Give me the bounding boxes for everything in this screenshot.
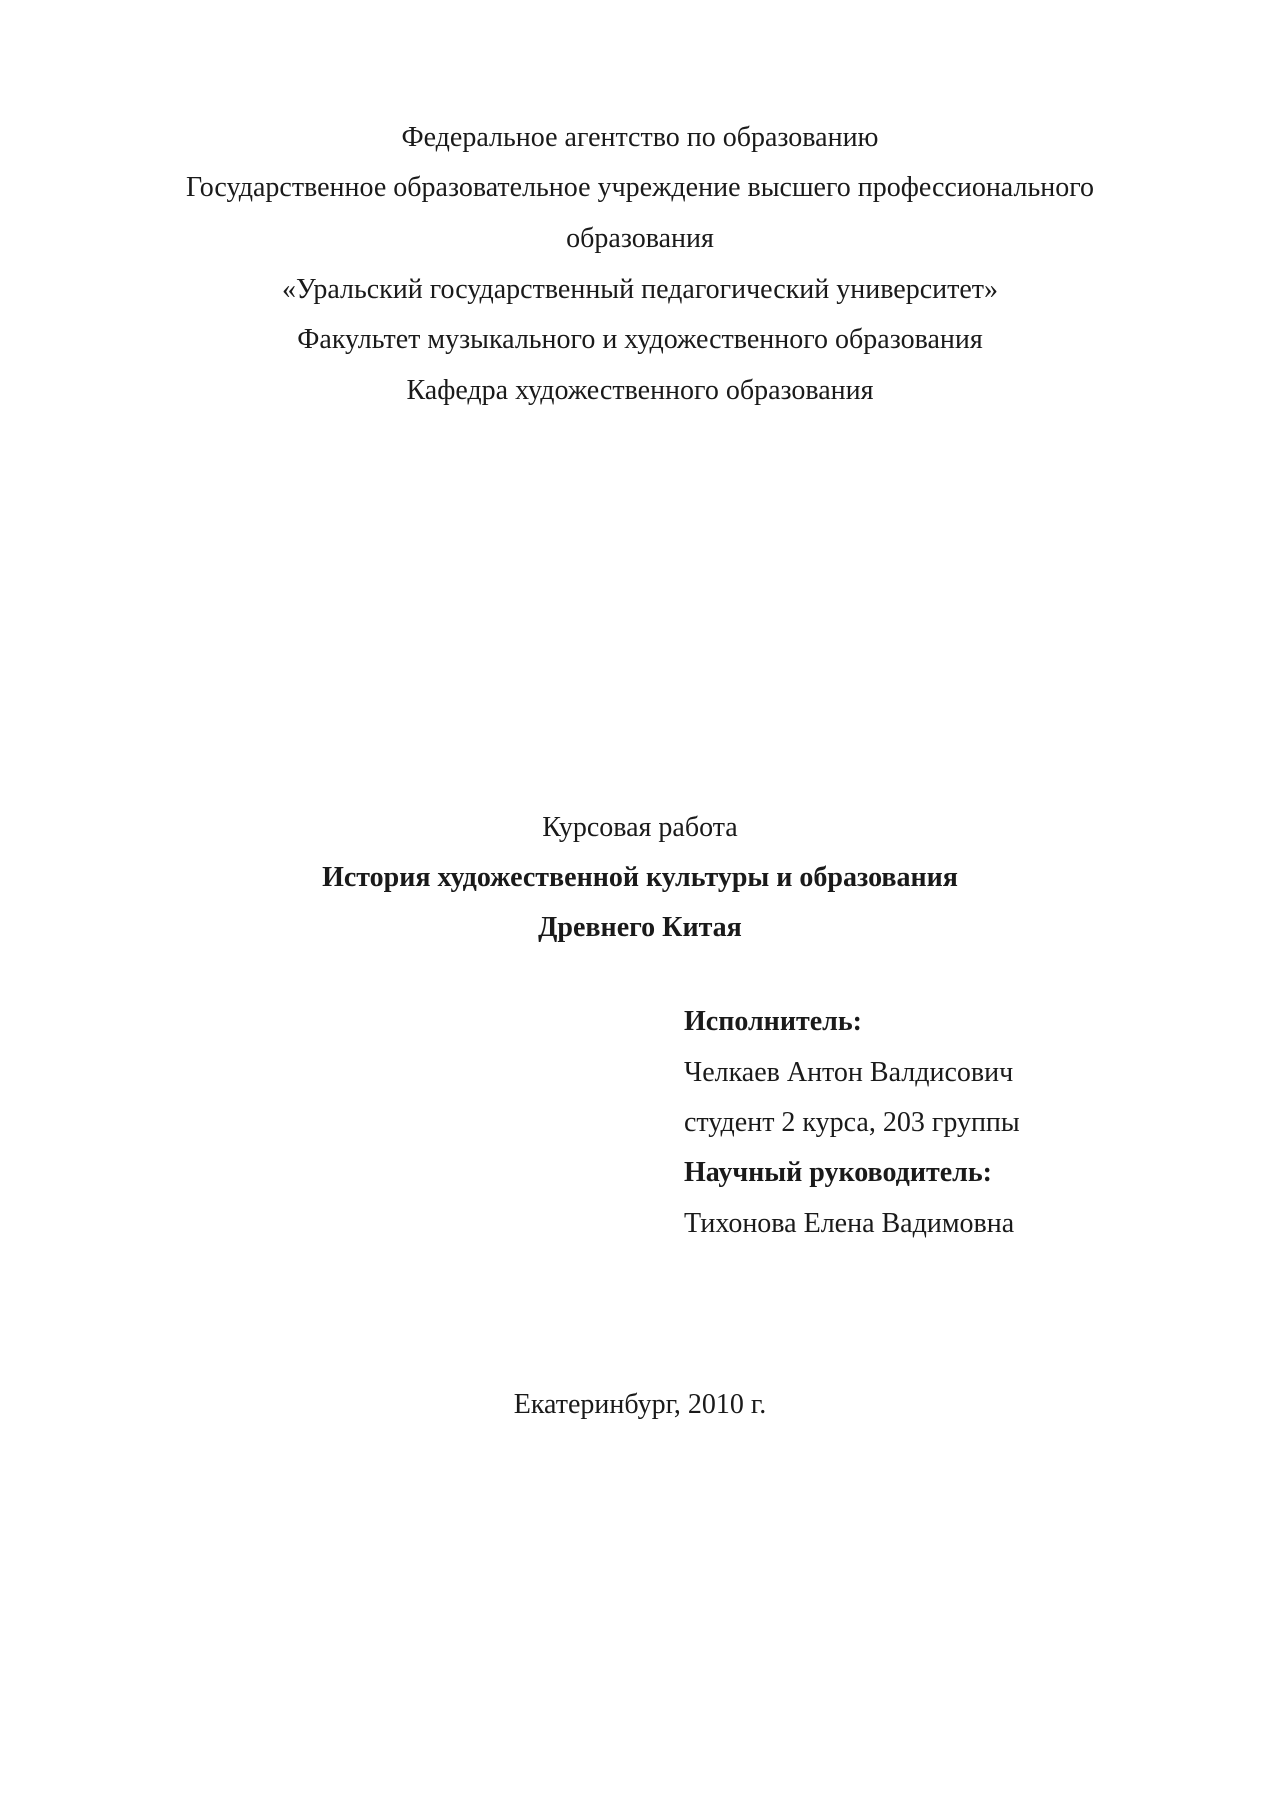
header-institution: Государственное образовательное учреждение высшего профессионального bbox=[186, 172, 1094, 203]
header-faculty: Факультет музыкального и художественного образования bbox=[297, 324, 983, 355]
city-year: Екатеринбург, 2010 г. bbox=[513, 1389, 767, 1420]
supervisor-name: Тихонова Елена Вадимовна bbox=[684, 1208, 1015, 1239]
header-institution-cont: образования bbox=[566, 223, 714, 254]
executor-label: Исполнитель: bbox=[684, 1006, 862, 1037]
header-agency: Федеральное агентство по образованию bbox=[401, 122, 879, 153]
work-title-line1: История художественной культуры и образования bbox=[322, 862, 958, 893]
work-type: Курсовая работа bbox=[542, 812, 738, 843]
work-title-line2: Древнего Китая bbox=[538, 912, 742, 943]
executor-info: студент 2 курса, 203 группы bbox=[684, 1107, 1020, 1138]
executor-name: Челкаев Антон Валдисович bbox=[684, 1057, 1014, 1088]
header-university: «Уральский государственный педагогический университет» bbox=[281, 274, 999, 305]
supervisor-label: Научный руководитель: bbox=[684, 1157, 992, 1188]
header-department: Кафедра художественного образования bbox=[406, 375, 874, 406]
